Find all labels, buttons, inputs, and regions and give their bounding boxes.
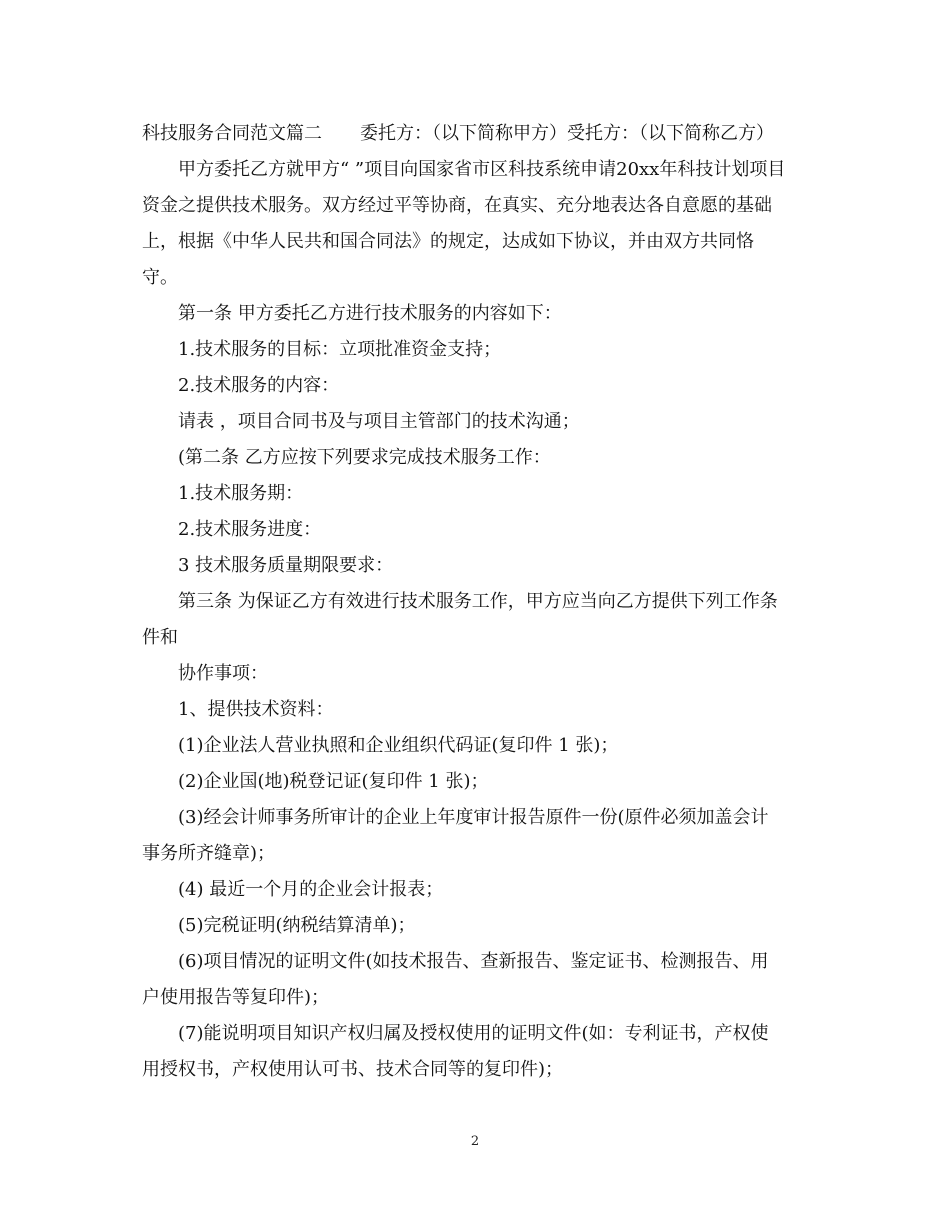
document-body [142,116,806,1088]
text-line: 事务所齐缝章)； [142,843,276,864]
text-line: 用授权书，产权使用认可书、技术合同等的复印件)； [142,1059,564,1080]
text-line: (2)企业国(地)税登记证(复印件 1 张)； [178,771,489,792]
text-line: 户使用报告等复印件)； [142,987,330,1008]
text-line: 协作事项： [178,663,268,684]
text-line: 请表 ，项目合同书及与项目主管部门的技术沟通； [178,411,580,432]
contract-parties: 委托方：（以下简称甲方）受托方：（以下简称乙方） [360,123,774,144]
text-line: (1)企业法人营业执照和企业组织代码证(复印件 1 张)； [178,735,619,756]
text-line: 守。 [142,267,178,288]
document-title: 科技服务合同范文篇二 [142,123,322,144]
text-line: (3)经会计师事务所审计的企业上年度审计报告原件一份(原件必须加盖会计 [178,807,769,828]
text-line: 2.技术服务进度： [178,519,322,540]
text-line: 2.技术服务的内容： [178,375,340,396]
text-line: 资金之提供技术服务。双方经过平等协商，在真实、充分地表达各自意愿的基础 [142,195,772,216]
text-line: 第三条 为保证乙方有效进行技术服务工作，甲方应当向乙方提供下列工作条 [178,591,778,612]
paragraph-lines [142,152,806,1088]
text-line: 1、提供技术资料： [178,699,334,720]
text-line: (6)项目情况的证明文件(如技术报告、查新报告、鉴定证书、检测报告、用 [178,951,769,972]
page-number: 2 [470,1134,480,1149]
text-line: (4) 最近一个月的企业会计报表； [178,879,444,900]
text-line: (7)能说明项目知识产权归属及授权使用的证明文件(如：专利证书，产权使 [178,1023,769,1044]
text-line: 第一条 甲方委托乙方进行技术服务的内容如下： [178,303,562,324]
text-line: 3 技术服务质量期限要求： [178,555,394,576]
text-line: 件和 [142,627,178,648]
text-line: 甲方委托乙方就甲方“ ”项目向国家省市区科技系统申请20xx年科技计划项目 [178,159,786,180]
text-line: 1.技术服务期： [178,483,304,504]
text-line: (5)完税证明(纳税结算清单)； [178,915,416,936]
document-header-line [142,116,806,152]
text-line: (第二条 乙方应按下列要求完成技术服务工作： [178,447,551,468]
text-line: 1.技术服务的目标：立项批准资金支持； [178,339,502,360]
text-line: 上，根据《中华人民共和国合同法》的规定，达成如下协议，并由双方共同恪 [142,231,754,252]
